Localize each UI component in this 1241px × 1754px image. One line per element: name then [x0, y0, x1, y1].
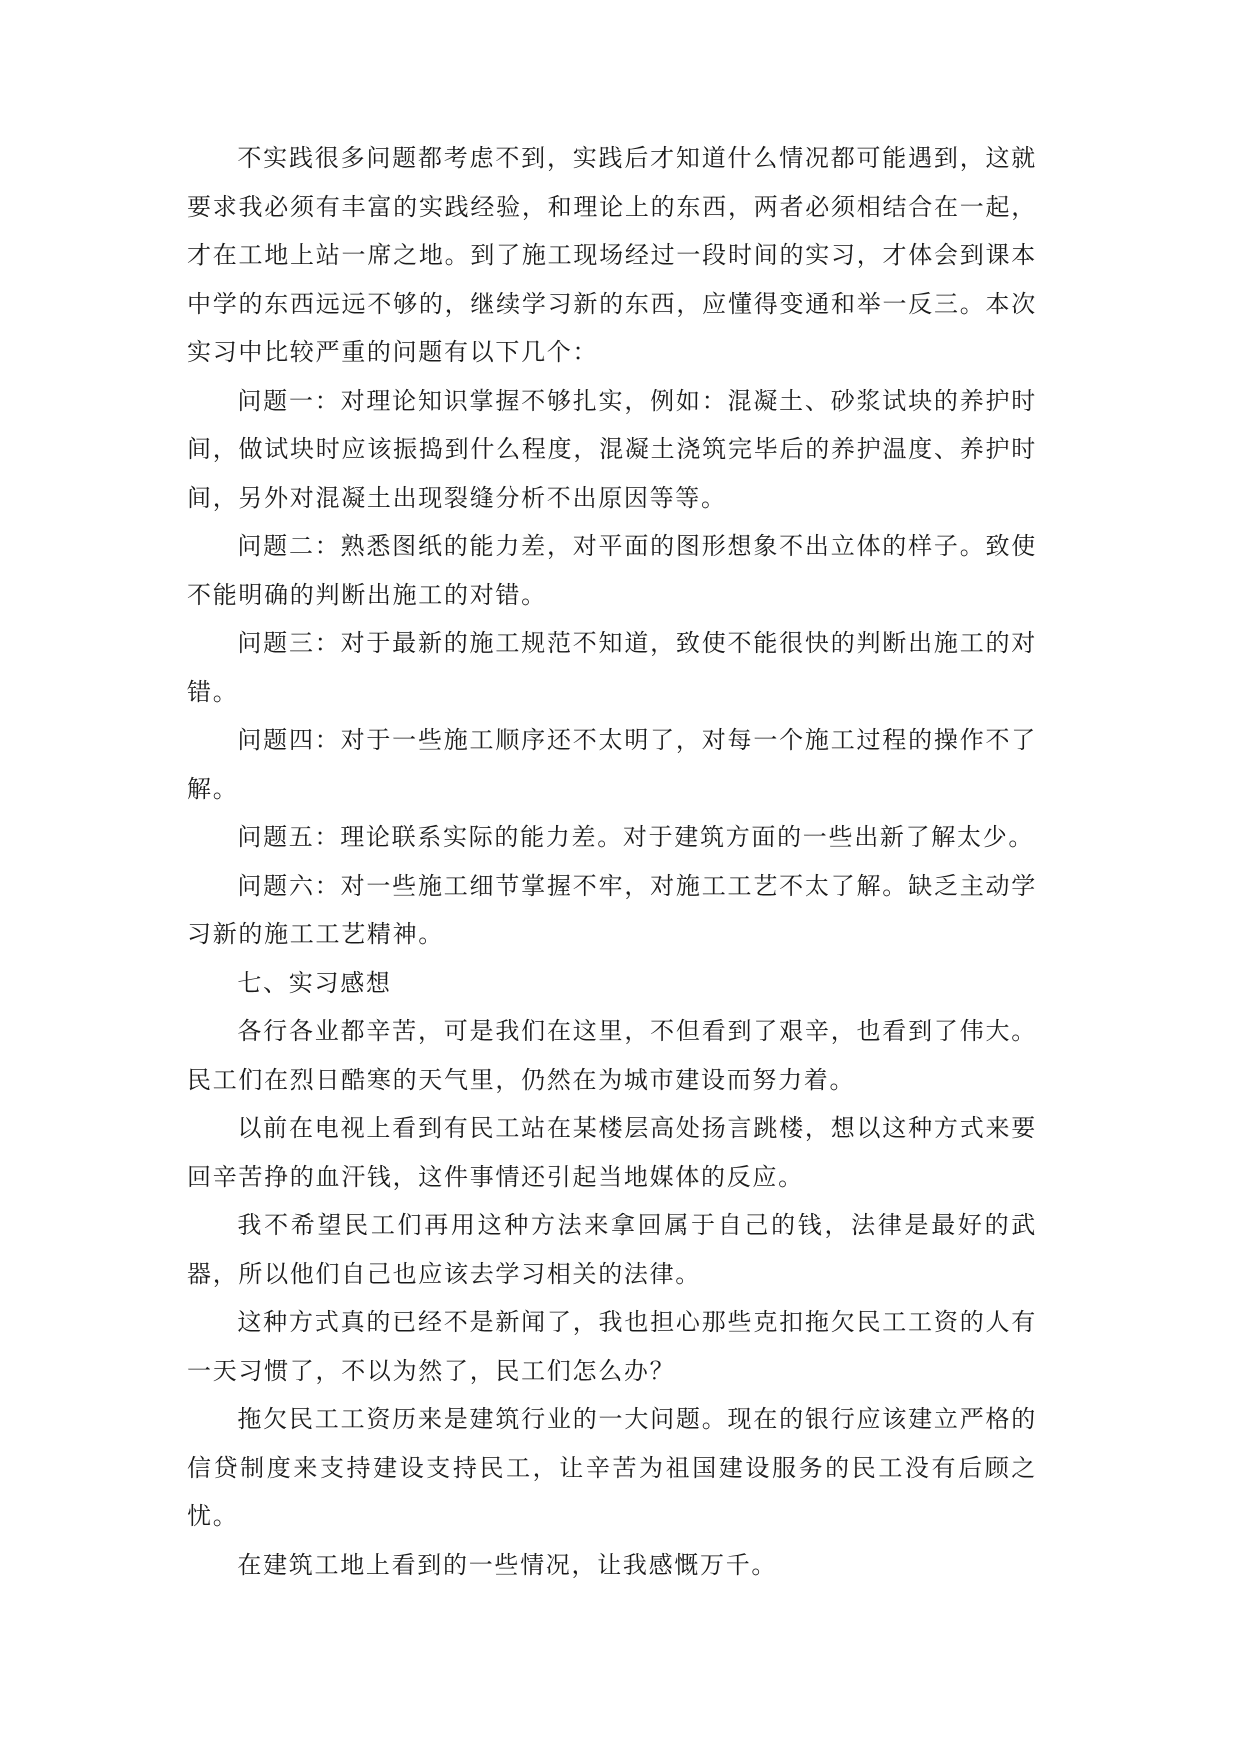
paragraph-reflection-closing: 在建筑工地上看到的一些情况，让我感慨万千。: [237, 1550, 778, 1579]
paragraph-reflection-wages: 拖欠民工工资历来是建筑行业的一大问题。现在的银行应该建立严格的信贷制度来支持建设支持民工，让辛苦为祖国建设服务的民工没有后顾之忧。: [187, 1405, 1037, 1530]
paragraph-reflection-hardship: 各行各业都辛苦，可是我们在这里，不但看到了艰辛，也看到了伟大。民工们在烈日酷寒的天气里，仍然在为城市建设而努力着。: [187, 1017, 1037, 1094]
section-heading-internship-reflections: 七、实习感想: [237, 968, 392, 997]
paragraph-practice-intro: 不实践很多问题都考虑不到，实践后才知道什么情况都可能遇到，这就要求我必须有丰富的实践经验，和理论上的东西，两者必须相结合在一起，才在工地上站一席之地。到了施工现场经过一段时间的实习，才体会到课本中学的东西远远不够的，继续学习新的东西，应懂得变通和举一反三。本次实习中比较严重的问题有以下几个：: [187, 144, 1037, 366]
paragraph-problem-four: 问题四：对于一些施工顺序还不太明了，对每一个施工过程的操作不了解。: [187, 726, 1037, 803]
paragraph-problem-six: 问题六：对一些施工细节掌握不牢，对施工工艺不太了解。缺乏主动学习新的施工工艺精神。: [187, 871, 1037, 948]
paragraph-problem-three: 问题三：对于最新的施工规范不知道，致使不能很快的判断出施工的对错。: [187, 629, 1037, 706]
paragraph-problem-five: 问题五：理论联系实际的能力差。对于建筑方面的一些出新了解太少。: [237, 823, 1035, 851]
document-body: [187, 134, 1037, 1589]
paragraph-reflection-news: 以前在电视上看到有民工站在某楼层高处扬言跳楼，想以这种方式来要回辛苦挣的血汗钱，这件事情还引起当地媒体的反应。: [187, 1114, 1037, 1191]
paragraph-reflection-concern: 这种方式真的已经不是新闻了，我也担心那些克扣拖欠民工工资的人有一天习惯了，不以为然了，民工们怎么办？: [187, 1308, 1037, 1385]
paragraph-problem-one: 问题一：对理论知识掌握不够扎实，例如：混凝土、砂浆试块的养护时间，做试块时应该振捣到什么程度，混凝土浇筑完毕后的养护温度、养护时间，另外对混凝土出现裂缝分析不出原因等等。: [187, 386, 1037, 512]
paragraph-reflection-law: 我不希望民工们再用这种方法来拿回属于自己的钱，法律是最好的武器，所以他们自己也应该去学习相关的法律。: [187, 1211, 1037, 1288]
paragraph-problem-two: 问题二：熟悉图纸的能力差，对平面的图形想象不出立体的样子。致使不能明确的判断出施工的对错。: [187, 532, 1037, 609]
